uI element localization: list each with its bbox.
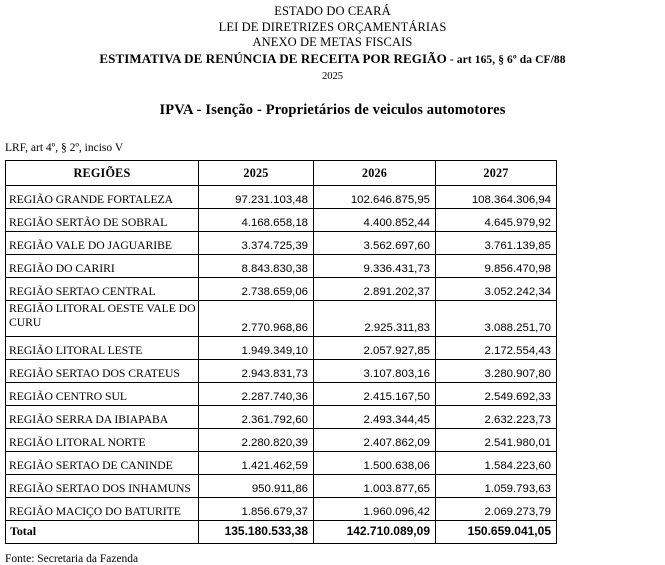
cell-region: REGIÃO LITORAL LESTE — [6, 337, 199, 360]
cell-y2026: 2.891.202,37 — [314, 278, 436, 301]
cell-total-y2025: 135.180.533,38 — [199, 521, 314, 544]
cell-y2027: 2.541.980,01 — [436, 429, 557, 452]
cell-y2027: 2.549.692,33 — [436, 383, 557, 406]
cell-y2025: 1.421.462,59 — [199, 452, 314, 475]
table-row — [6, 475, 557, 498]
cell-y2025: 2.280.820,39 — [199, 429, 314, 452]
cell-y2025: 2.287.740,36 — [199, 383, 314, 406]
cell-region: REGIÃO SERTAO CENTRAL — [6, 278, 199, 301]
cell-y2025: 2.361.792,60 — [199, 406, 314, 429]
table-header-row — [6, 161, 557, 186]
legal-reference: LRF, art 4º, § 2º, inciso V — [5, 142, 124, 155]
table-header — [6, 161, 557, 186]
cell-y2027: 2.632.223,73 — [436, 406, 557, 429]
column-header-2027: 2027 — [436, 161, 557, 186]
cell-y2027: 3.280.907,80 — [436, 360, 557, 383]
header-line-annex: ANEXO DE METAS FISCAIS — [252, 35, 413, 50]
page-title: IPVA - Isenção - Proprietários de veiculos automotores — [159, 102, 506, 119]
cell-region: REGIÃO SERRA DA IBIAPABA — [6, 406, 199, 429]
cell-region: REGIÃO LITORAL NORTE — [6, 429, 199, 452]
document-header — [0, 0, 665, 84]
cell-y2027: 9.856.470,98 — [436, 255, 557, 278]
table-row — [6, 278, 557, 301]
renuncia-receita-table — [5, 160, 557, 544]
cell-y2026: 2.493.344,45 — [314, 406, 436, 429]
table-row — [6, 255, 557, 278]
table-row — [6, 301, 557, 337]
cell-region: REGIÃO SERTAO DOS INHAMUNS — [6, 475, 199, 498]
table-row — [6, 232, 557, 255]
table-body — [6, 186, 557, 544]
cell-region: REGIÃO MACIÇO DO BATURITE — [6, 498, 199, 521]
column-header-regions: REGIÕES — [6, 161, 199, 186]
cell-y2026: 1.500.638,06 — [314, 452, 436, 475]
cell-region: REGIÃO DO CARIRI — [6, 255, 199, 278]
header-estimate-main: ESTIMATIVA DE RENÚNCIA DE RECEITA POR REGIÃO — [99, 50, 447, 66]
cell-y2026: 1.003.877,65 — [314, 475, 436, 498]
header-line-law: LEI DE DIRETRIZES ORÇAMENTÁRIAS — [218, 19, 447, 34]
table-row — [6, 406, 557, 429]
table-row — [6, 452, 557, 475]
header-line-estimate — [0, 51, 665, 69]
cell-y2025: 2.738.659,06 — [199, 278, 314, 301]
cell-y2026: 2.925.311,83 — [314, 301, 436, 337]
table-row — [6, 337, 557, 360]
cell-region: REGIÃO SERTAO DE CANINDE — [6, 452, 199, 475]
cell-total-y2026: 142.710.089,09 — [314, 521, 436, 544]
column-header-2026: 2026 — [314, 161, 436, 186]
cell-y2026: 2.057.927,85 — [314, 337, 436, 360]
cell-region: REGIÃO LITORAL OESTE VALE DO CURU — [6, 301, 199, 337]
cell-region: REGIÃO SERTAO DOS CRATEUS — [6, 360, 199, 383]
cell-y2027: 3.052.242,34 — [436, 278, 557, 301]
table-row — [6, 186, 557, 209]
cell-y2026: 3.562.697,60 — [314, 232, 436, 255]
column-header-2025: 2025 — [199, 161, 314, 186]
cell-y2025: 97.231.103,48 — [199, 186, 314, 209]
cell-y2025: 3.374.725,39 — [199, 232, 314, 255]
table-row — [6, 209, 557, 232]
cell-total-label: Total — [6, 521, 199, 544]
cell-y2026: 4.400.852,44 — [314, 209, 436, 232]
cell-y2025: 1.949.349,10 — [199, 337, 314, 360]
fiscal-table-wrapper — [5, 160, 556, 544]
cell-region: REGIÃO CENTRO SUL — [6, 383, 199, 406]
source-note: Fonte: Secretaria da Fazenda — [5, 553, 139, 565]
cell-region: REGIÃO VALE DO JAGUARIBE — [6, 232, 199, 255]
cell-y2026: 2.407.862,09 — [314, 429, 436, 452]
cell-y2025: 4.168.658,18 — [199, 209, 314, 232]
cell-y2025: 2.943.831,73 — [199, 360, 314, 383]
cell-y2027: 3.088.251,70 — [436, 301, 557, 337]
table-row — [6, 429, 557, 452]
cell-y2026: 102.646.875,95 — [314, 186, 436, 209]
table-row — [6, 383, 557, 406]
cell-total-y2027: 150.659.041,05 — [436, 521, 557, 544]
table-row — [6, 498, 557, 521]
cell-y2025: 2.770.968,86 — [199, 301, 314, 337]
cell-y2026: 3.107.803,16 — [314, 360, 436, 383]
cell-region: REGIÃO GRANDE FORTALEZA — [6, 186, 199, 209]
header-line-state: ESTADO DO CEARÁ — [274, 4, 391, 18]
table-total-row — [6, 521, 557, 544]
cell-y2026: 1.960.096,42 — [314, 498, 436, 521]
cell-y2027: 1.059.793,63 — [436, 475, 557, 498]
cell-y2026: 2.415.167,50 — [314, 383, 436, 406]
cell-y2025: 950.911,86 — [199, 475, 314, 498]
cell-y2025: 1.856.679,37 — [199, 498, 314, 521]
cell-y2027: 2.172.554,43 — [436, 337, 557, 360]
cell-region: REGIÃO SERTÃO DE SOBRAL — [6, 209, 199, 232]
cell-y2027: 2.069.273,79 — [436, 498, 557, 521]
cell-y2026: 9.336.431,73 — [314, 255, 436, 278]
header-year: 2025 — [322, 71, 343, 83]
cell-y2027: 1.584.223,60 — [436, 452, 557, 475]
cell-y2027: 108.364.306,94 — [436, 186, 557, 209]
cell-y2025: 8.843.830,38 — [199, 255, 314, 278]
cell-y2027: 3.761.139,85 — [436, 232, 557, 255]
header-estimate-article: - art 165, § 6º da CF/88 — [446, 53, 566, 66]
table-row — [6, 360, 557, 383]
cell-y2027: 4.645.979,92 — [436, 209, 557, 232]
